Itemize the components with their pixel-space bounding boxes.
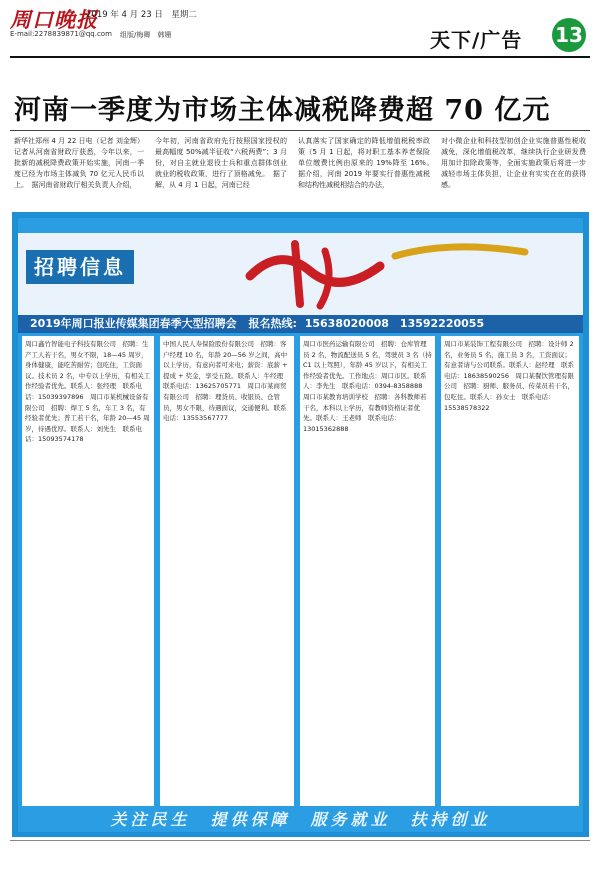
section-title: 天下/广告 — [430, 28, 523, 52]
masthead — [0, 0, 600, 62]
headline-divider — [10, 130, 590, 131]
page-number-badge: 13 — [552, 18, 586, 52]
article-column-2: 今年初，河南省政府先行按照国家授权的最高幅度 50%减半征收“六税两费”；3 月份，对自主就业退役士兵和重点群体创业就业的税收政策，进行了顶格减免。 据了解，从 4 月 1 日起，河南已经 — [155, 137, 287, 189]
article-column-3: 认真落实了国家确定的降低增值税税率政策（5 月 1 日起，将对职工基本养老保险单位缴费比例由原来的 19%降至 16%。 据介绍，河南 2019 年要实行普惠性减税和结构性减税相结合的办法， — [298, 137, 437, 189]
recruit-column-2: 中国人民人寿保险股份有限公司 招聘：客户经理 10 名，年龄 20—56 岁之间，高中以上学历，有意向者可来电；薪资：底薪 + 提成 + 奖金，享受五险。联系人：牛经理 联系电话：13625705771 周口市某商贸有限公司 招聘：理货员、收银员、仓管员，男女不限，待遇面议，交通便利。联系电话：13553567777 — [160, 336, 294, 806]
article-headline: 河南一季度为市场主体减税降费超 70 亿元 — [14, 95, 551, 126]
job-fair-title: 2019年周口报业传媒集团春季大型招聘会 — [30, 317, 237, 330]
page-bottom-rule — [10, 840, 590, 841]
article-column-4: 对小微企业和科技型初创企业实施普惠性税收减免，深化增值税改革，继续执行企业研发费用加计扣除政策等，全面实施政策后将进一步减轻市场主体负担，让企业有实实在在的获得感。 — [441, 137, 586, 189]
brush-stroke-graphic — [390, 238, 530, 268]
article-column-1: 新华社郑州 4 月 22 日电（记者 刘金辉）记者从河南省财政厅获悉，今年以来，一批新的减税降费政策开始实施，河南一季度已经为市场主体减负 70 亿元人民币以上。 据河南省财政厅相关负责人介绍， — [14, 137, 144, 189]
publication-date: 2019 年 4 月 23 日 星期二 — [86, 10, 197, 20]
hotline-label: 报名热线: — [248, 317, 297, 330]
newspaper-logo: 周口晚报 — [10, 7, 98, 32]
recruitment-title: 招聘信息 — [26, 250, 134, 284]
recruitment-slogan: 关注民生 提供保障 服务就业 扶持创业 — [18, 808, 583, 832]
recruit-column-1: 周口鑫竹智能电子科技有限公司 招聘：生产工人若干名，男女不限，18—45 周岁，身体健康，能吃苦耐劳；包吃住，工资面议。技术员 2 名，中专以上学历，有相关工作经验者优先。联系人：张经理 联系电话：15039397896 周口市某机械设备有限公司 招聘：焊工 5 名，车工 3 名，有经验者优先；普工若干名，年龄 20—45 周岁，待遇优厚。联系人：刘先生 联系电话：15093574178 — [22, 336, 154, 806]
job-fair-banner — [18, 315, 583, 333]
editor-credit: 组版/梅卿 韩姗 — [120, 31, 172, 39]
brush-calligraphy-graphic — [240, 236, 390, 310]
hotline-number: 15638020008 13592220055 — [304, 317, 485, 330]
recruit-column-4: 周口市某装饰工程有限公司 招聘：设计师 2 名，业务员 5 名，施工员 3 名，工资面议；有意者请与公司联系。联系人：赵经理 联系电话：18638590256 周口某餐饮管理有限公司 招聘：厨师、服务员、传菜员若干名，包吃住。联系人：孙女士 联系电话：15538578322 — [441, 336, 579, 806]
masthead-divider — [10, 56, 590, 58]
recruit-column-3: 周口市医药运输有限公司 招聘：仓库管理员 2 名，物流配送员 5 名，驾驶员 3 名（持 C1 以上驾照），年龄 45 岁以下，有相关工作经验者优先。工作地点：周口市区。联系人：李先生 联系电话：0394-8358888 周口市某教育培训学校 招聘：各科教师若干名，本科以上学历，有教师资格证者优先。联系人：王老师 联系电话：13015362888 — [300, 336, 435, 806]
contact-email: E-mail:2278839871@qq.com — [10, 30, 112, 38]
